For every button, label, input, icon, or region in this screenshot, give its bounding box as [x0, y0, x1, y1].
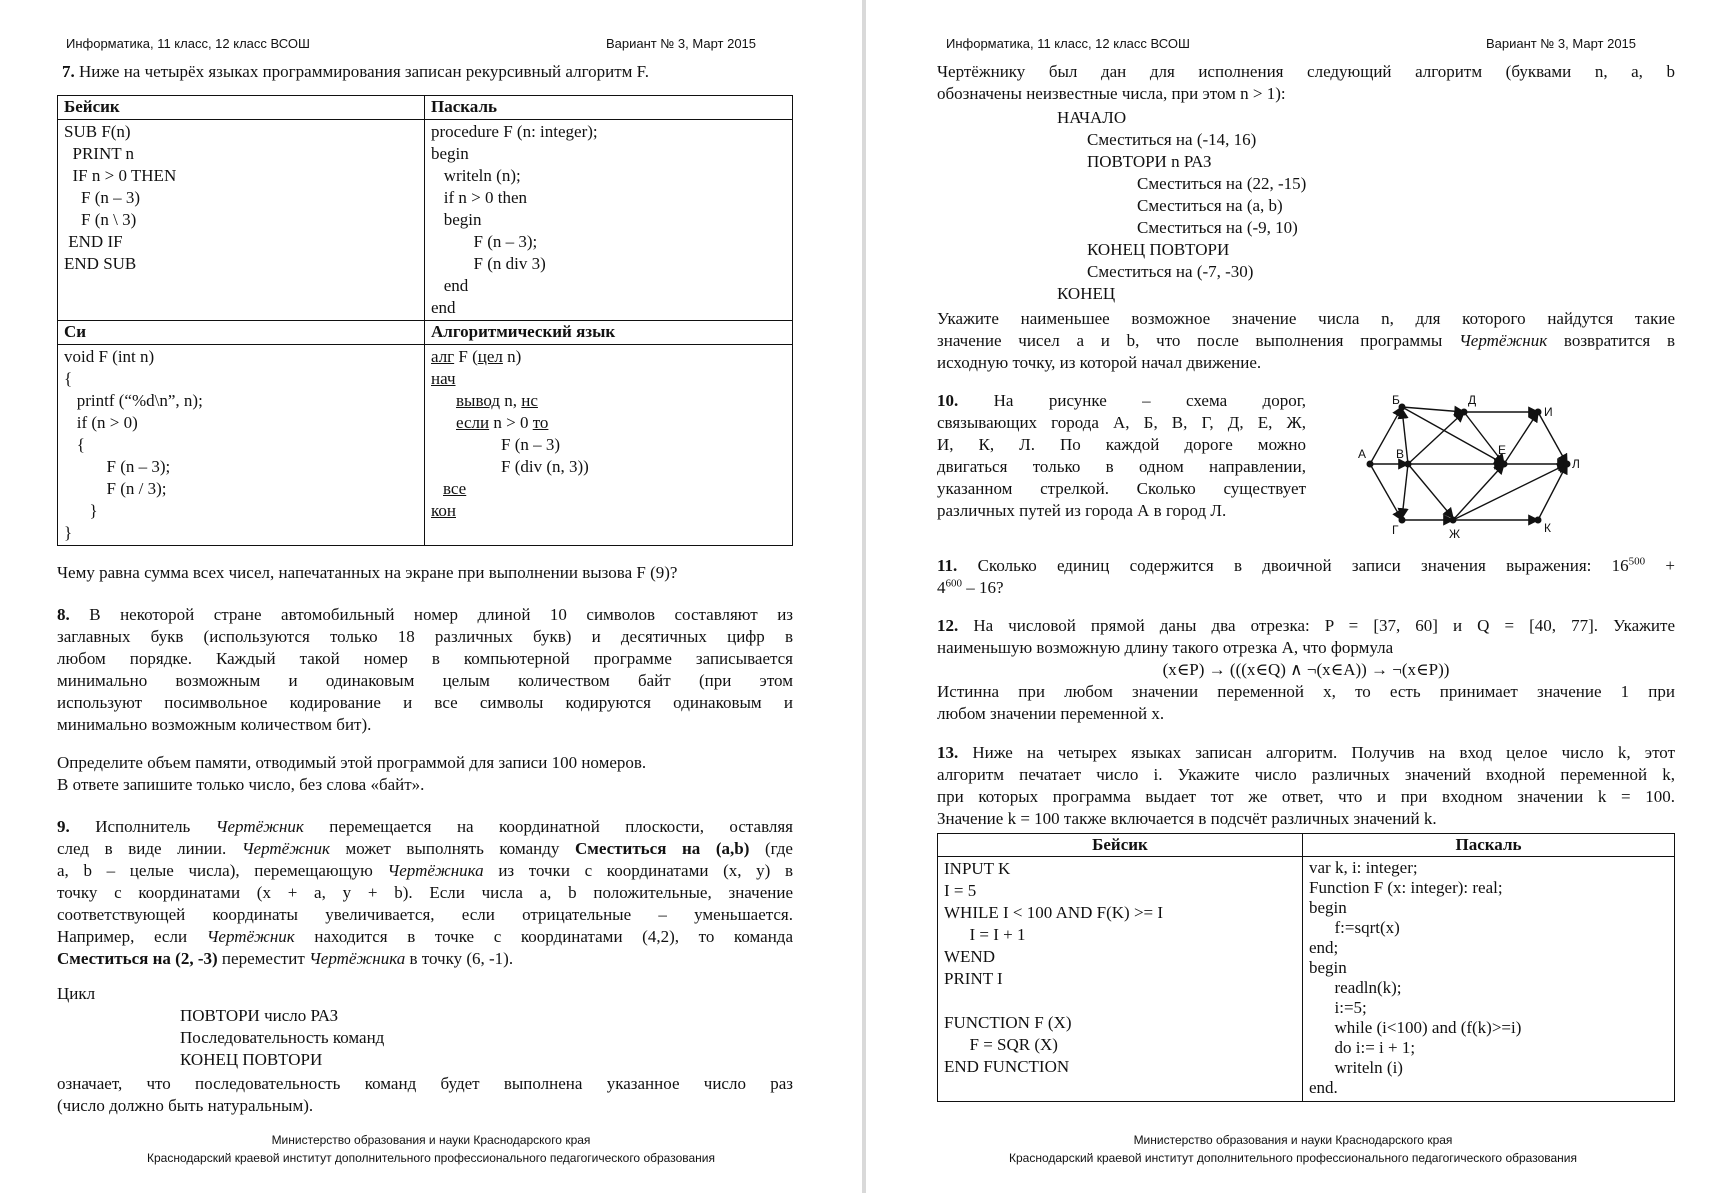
node-v [1405, 461, 1412, 468]
label-a: А [1358, 447, 1367, 461]
node-d [1461, 409, 1468, 416]
q7-basic-header: Бейсик [58, 96, 425, 120]
q7-c-code: void F (int n) { printf (“%d\n”, n); if (n > 0) { F (n – 3); F (n / 3); } } [58, 345, 425, 546]
q9-body: 9. Исполнитель Чертёжник перемещается на координатной плоскости, оставляя след в виде линии. Чертёжник может выполнять команду Сместиться на (a,b) (где a, b – целые числа), перемещающую Чертёжника из точки с координатами (x, y) в точку с координатами (x + a, y + b). Если числа a, b положительные, значение соответствующей координаты увеличивается, если отрицательные – уменьшается. Например, если Чертёжник находится в точке с координатами (4,2), то команда Сместиться на (2, -3) переместит Чертёжника в точку (6, -1). [57, 817, 793, 968]
q7-pascal-header: Паскаль [425, 96, 793, 120]
q10-road-graph [1358, 388, 1598, 544]
q7-code-table [57, 95, 793, 546]
q12-formula: (x∈P) → (((x∈Q) ∧ ¬(x∈A)) → ¬(x∈P)) [1162, 660, 1450, 679]
node-i [1535, 409, 1542, 416]
node-a [1367, 461, 1374, 468]
node-zh [1450, 517, 1457, 524]
q13-pascal-header: Паскаль [1303, 834, 1675, 857]
q12-body: 12. На числовой прямой даны два отрезка: P = [37, 60] и Q = [40, 77]. Укажите наименьшую возможную длину такого отрезка A, что формула (x∈P) → (((x∈Q) ∧ ¬(x∈A)) → ¬(x∈P)) Истинна при любом значении переменной x, то есть принимает значение 1 при любом значении переменной x. [937, 616, 1675, 723]
footer-line1-left: Министерство образования и науки Краснодарского края [271, 1133, 591, 1147]
q11-body: 11. Сколько единиц содержится в двоичной записи значения выражения: $16^{500}$ + $4^{600} - 16$? [937, 555, 1676, 597]
q7-basic-code: SUB F(n) PRINT n IF n > 0 THEN F (n – 3) F (n \ 3) END IF END SUB [58, 120, 425, 321]
footer-line2-right: Краснодарский краевой институт дополнительного профессионального педагогического образования [1008, 1151, 1577, 1165]
q7-intro [62, 61, 649, 83]
node-l [1564, 461, 1571, 468]
header-left-p2: Информатика, 11 класс, 12 класс ВСОШ [946, 36, 1190, 51]
q13-pascal-code: var k, i: integer; Function F (x: integer): real; begin f:=sqrt(x) end; begin readln(k); i:=5; while (i<100) and (f(k)>=i) do i:= i + 1; writeln (i) end. [1303, 857, 1675, 1102]
label-zh: Ж [1449, 527, 1461, 541]
footer-line2-left: Краснодарский краевой институт дополнительного профессионального педагогического образования [146, 1151, 715, 1165]
q10-body: 10. На рисунке – схема дорог, связывающих города А, Б, В, Г, Д, Е, Ж, И, К, Л. По каждой дороге можно двигаться только в одном направлении, указанном стрелкой. Сколько существует различных путей из города А в город Л. [937, 391, 1306, 520]
q13-body: 13. Ниже на четырех языках записан алгоритм. Получив на вход целое число k, этот алгоритм печатает число i. Укажите число различных значений входной переменной k, при которых программа выдает тот же ответ, что и при входном значении k = 100. Значение k = 100 также включается в подсчёт различных значений k. [937, 743, 1675, 828]
label-v: В [1396, 447, 1405, 461]
header-right-p2: Вариант № 3, Март 2015 [1486, 36, 1637, 51]
q8-body: 8. В некоторой стране автомобильный номер длиной 10 символов составляют из заглавных букв (используются только 18 различных букв) и десятичных цифр в любом порядке. Каждый такой номер в компьютерной программе записывается минимально возможным и одинаковым целым количеством байт (при этом используют посимвольное кодирование и все символы кодируются одинаковым и минимально возможным количеством бит). [57, 605, 794, 734]
page-right [866, 0, 1720, 1193]
node-g [1399, 517, 1406, 524]
q9-cycle-block: ПОВТОРИ число РАЗ Последовательность команд КОНЕЦ ПОВТОРИ [180, 1006, 385, 1069]
label-l: Л [1572, 457, 1580, 471]
node-e [1501, 461, 1508, 468]
q9-continued: Чертёжнику был дан для исполнения следующий алгоритм (буквами n, a, b обозначены неизвестные числа, при этом n > 1): [937, 62, 1675, 103]
q13-code-table [937, 833, 1675, 1102]
q9-question: Укажите наименьшее возможное значение числа n, для которого найдутся такие значение чисел a и b, что после выполнения программы Чертёжник возвратится в исходную точку, из которой начал движение. [937, 309, 1675, 372]
q7-c-header: Си [58, 321, 425, 345]
label-k: К [1544, 521, 1551, 535]
node-k [1535, 517, 1542, 524]
footer-line1-right: Министерство образования и науки Краснодарского края [1133, 1133, 1453, 1147]
label-e: Е [1498, 443, 1507, 457]
label-b: Б [1392, 393, 1400, 407]
q7-question: Чему равна сумма всех чисел, напечатанных на экране при выполнении вызова F (9)? [57, 563, 678, 582]
q13-basic-code: INPUT K I = 5 WHILE I < 100 AND F(K) >= I I = I + 1 WEND PRINT I FUNCTION F (X) F = SQR (X) END FUNCTION [938, 857, 1303, 1102]
q7-alg-code: алг F (цел n) нач вывод n, нс если n > 0 то F (n – 3) F (div (n, 3)) все кон [425, 345, 793, 546]
q9-cycle-label: Цикл [57, 984, 96, 1003]
q7-text: Ниже на четырёх языках программирования записан рекурсивный алгоритм F. [79, 62, 650, 81]
q7-pascal-code: procedure F (n: integer); begin writeln (n); if n > 0 then begin F (n – 3); F (n div 3) end end [425, 120, 793, 321]
header-right: Вариант № 3, Март 2015 [606, 36, 757, 51]
q9-algorithm: НАЧАЛО Сместиться на (-14, 16) ПОВТОРИ n РАЗ Сместиться на (22, -15) Сместиться на (a, b) Сместиться на (-9, 10) КОНЕЦ ПОВТОРИ Сместиться на (-7, -30) КОНЕЦ [1057, 108, 1307, 303]
q7-alg-header: Алгоритмический язык [425, 321, 793, 345]
label-i: И [1544, 405, 1553, 419]
label-g: Г [1392, 523, 1399, 537]
q7-number: 7. [62, 62, 75, 81]
q9-cycle-explanation: означает, что последовательность команд будет выполнена указанное число раз (число должно быть натуральным). [57, 1074, 793, 1115]
label-d: Д [1468, 393, 1477, 407]
header-left: Информатика, 11 класс, 12 класс ВСОШ [66, 36, 310, 51]
q10-edges [1370, 407, 1567, 520]
q13-basic-header: Бейсик [938, 834, 1303, 857]
q8-question: Определите объем памяти, отводимый этой программой для записи 100 номеров. В ответе запишите только число, без слова «байт». [57, 753, 647, 794]
